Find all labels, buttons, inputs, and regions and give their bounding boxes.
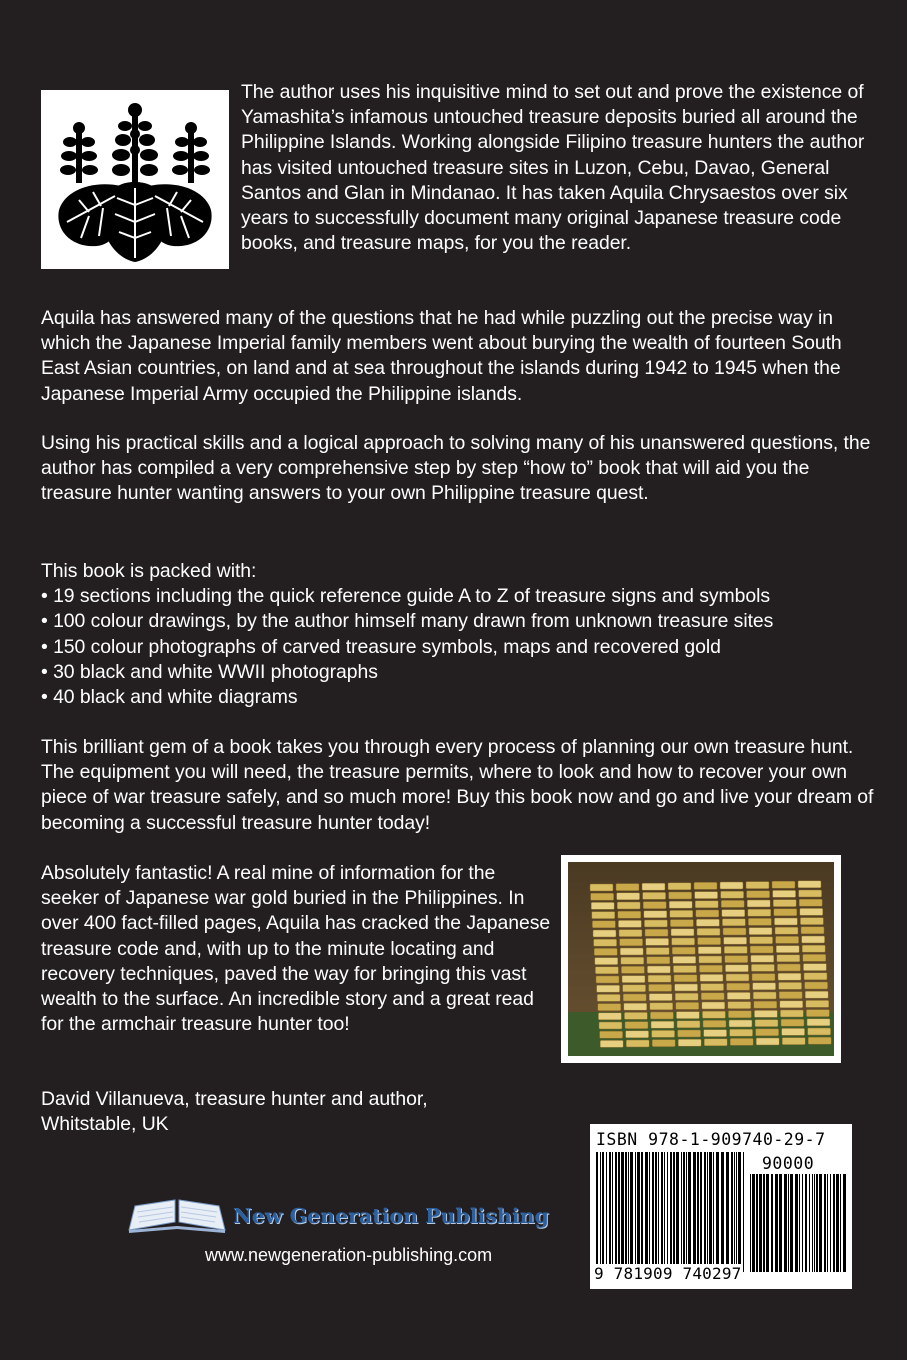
barcode-bar <box>697 1152 699 1272</box>
gold-bar <box>782 1038 805 1045</box>
gold-bar <box>805 991 828 998</box>
contents-list <box>41 584 901 710</box>
barcode-bar <box>763 1174 765 1272</box>
barcode-bar <box>752 1174 755 1272</box>
gold-bar <box>701 993 724 1000</box>
gold-bar <box>727 983 750 990</box>
barcode-bar <box>658 1152 659 1272</box>
gold-bar <box>700 974 723 981</box>
gold-bar <box>779 992 802 999</box>
gold-bar <box>722 910 745 917</box>
gold-bar <box>750 946 773 953</box>
gold-bar <box>652 1040 675 1047</box>
barcode-bar <box>661 1152 663 1272</box>
gold-bar <box>678 1030 701 1037</box>
gold-bar <box>748 909 771 916</box>
barcode-bar <box>673 1152 675 1272</box>
gold-bar <box>774 918 797 925</box>
barcode-bar <box>766 1174 769 1272</box>
gold-bar <box>704 1039 727 1046</box>
gold-bar <box>806 1000 829 1007</box>
gold-bar <box>598 1004 621 1011</box>
barcode-bar <box>606 1152 607 1272</box>
barcode-bar <box>609 1152 611 1272</box>
gold-bar <box>753 992 776 999</box>
isbn-barcode <box>590 1124 852 1289</box>
gold-bar <box>676 1002 699 1009</box>
barcode-bar <box>683 1152 685 1272</box>
gold-bar <box>777 964 800 971</box>
gold-bar <box>753 983 776 990</box>
gold-bar <box>617 893 640 900</box>
barcode-bar <box>771 1174 773 1272</box>
gold-bar <box>591 893 614 900</box>
barcode-addon-bars <box>750 1174 846 1272</box>
barcode-bar <box>681 1152 682 1272</box>
gold-bar <box>774 909 797 916</box>
gold-bar <box>626 1040 649 1047</box>
gold-bar <box>642 883 665 890</box>
review-paragraph: Absolutely fantastic! A real mine of information for the seeker of Japanese war gold buried in the Philippines. In over 400 fact-filled pages, Aquila has cracked the Japanese treasure code and, with up to the minute locating and recovery techniques, paved the way for bringing this vast wealth to the surface. An incredible story and a great read for the armchair treasure hunter too! <box>41 862 551 1036</box>
barcode-bar <box>693 1152 696 1272</box>
gold-bar <box>803 954 826 961</box>
gold-bar <box>806 1010 829 1017</box>
barcode-bar <box>630 1152 633 1272</box>
gold-bar <box>649 994 672 1001</box>
barcode-bar <box>812 1174 813 1272</box>
gold-bar <box>773 890 796 897</box>
approach-paragraph: Using his practical skills and a logical approach to solving many of his unanswered questions, the author has compiled a very comprehensive step by step “how to” book that will aid you the treasure hunter wanting answers to your own Philippine treasure quest. <box>41 432 871 505</box>
gold-bar <box>671 929 694 936</box>
gold-bar <box>670 910 693 917</box>
gold-bar <box>721 891 744 898</box>
gold-bar <box>751 955 774 962</box>
gold-bar <box>704 1030 727 1037</box>
barcode-bar <box>750 1174 751 1272</box>
barcode-bars <box>596 1152 746 1272</box>
gold-bar <box>703 1020 726 1027</box>
barcode-bar <box>700 1152 702 1272</box>
barcode-bar <box>649 1152 650 1272</box>
gold-bar <box>623 994 646 1001</box>
open-book-icon <box>125 1192 229 1237</box>
barcode-bar <box>843 1174 846 1272</box>
gold-bar <box>750 937 773 944</box>
gold-bar <box>695 892 718 899</box>
gold-bar <box>678 1039 701 1046</box>
publisher-logo <box>125 1192 549 1237</box>
gold-bar <box>698 947 721 954</box>
gold-bar <box>624 1012 647 1019</box>
gold-bar <box>623 985 646 992</box>
gold-bar <box>645 929 668 936</box>
barcode-bar <box>704 1152 706 1272</box>
barcode-bar <box>809 1174 810 1272</box>
barcode-bar <box>707 1152 708 1272</box>
gold-bar <box>646 938 669 945</box>
barcode-bar <box>738 1152 741 1272</box>
barcode-bar <box>799 1174 800 1272</box>
barcode-bar <box>615 1152 617 1272</box>
pitch-paragraph: This brilliant gem of a book takes you through every process of planning our own treasure hunt. The equipment you will need, the treasure permits, where to look and how to recover your own piece of war treasure safely, and so much more! Buy this book now and go and live your dream of becoming a successful treasure hunter today! <box>41 736 874 834</box>
barcode-bar <box>731 1152 733 1272</box>
gold-bar <box>646 948 669 955</box>
gold-bar <box>721 900 744 907</box>
barcode-bar <box>790 1174 793 1272</box>
gold-bar <box>592 921 615 928</box>
barcode-bar <box>686 1152 687 1272</box>
gold-bar <box>772 881 795 888</box>
gold-bar <box>674 975 697 982</box>
barcode-bar <box>721 1152 724 1272</box>
barcode-bar <box>670 1152 672 1272</box>
barcode-bar <box>652 1152 654 1272</box>
barcode-addon-digits: 90000 <box>762 1154 815 1173</box>
barcode-bar <box>641 1152 643 1272</box>
gold-bar <box>724 946 747 953</box>
barcode-bar <box>596 1152 598 1272</box>
gold-bar <box>600 1031 623 1038</box>
gold-bar <box>776 936 799 943</box>
gold-bar <box>594 939 617 946</box>
gold-bar <box>698 938 721 945</box>
gold-bar <box>599 1022 622 1029</box>
barcode-bar <box>816 1174 818 1272</box>
gold-bar <box>808 1028 831 1035</box>
barcode-bar <box>709 1152 712 1272</box>
gold-bar <box>595 958 618 965</box>
gold-bar <box>722 919 745 926</box>
gold-bar <box>668 883 691 890</box>
review-attribution <box>41 1087 561 1137</box>
gold-bar <box>697 928 720 935</box>
barcode-bar <box>756 1174 758 1272</box>
gold-bars-photo <box>561 855 841 1063</box>
gold-bar <box>749 928 772 935</box>
gold-bar <box>652 1030 675 1037</box>
barcode-bar <box>840 1174 841 1272</box>
gold-bar <box>727 992 750 999</box>
gold-bar <box>618 920 641 927</box>
barcode-bar <box>802 1174 803 1272</box>
gold-bar <box>621 966 644 973</box>
gold-bar <box>802 945 825 952</box>
gold-bar <box>619 930 642 937</box>
barcode-bar <box>775 1174 778 1272</box>
barcode-bar <box>621 1152 624 1272</box>
paulownia-emblem-icon <box>41 90 229 269</box>
gold-bar <box>780 1001 803 1008</box>
gold-bar <box>673 966 696 973</box>
barcode-bar <box>716 1152 719 1272</box>
gold-bar <box>699 965 722 972</box>
history-paragraph: Aquila has answered many of the questions that he had while puzzling out the precise way in which the Japanese Imperial family members went about burying the wealth of fourteen South East Asian countries, on land and at sea throughout the islands during 1942 to 1945 when the Japanese Imperial Army occupied the Philippine islands. <box>41 307 842 405</box>
barcode-bar <box>655 1152 657 1272</box>
gold-bar <box>799 899 822 906</box>
gold-bar <box>622 976 645 983</box>
gold-bar <box>595 967 618 974</box>
list-item: • 150 colour photographs of carved treasure symbols, maps and recovered gold <box>41 635 721 658</box>
gold-bar <box>702 1011 725 1018</box>
barcode-ean-digits: 9 781909 740297 <box>594 1264 742 1283</box>
gold-bar <box>643 902 666 909</box>
gold-bar <box>756 1029 779 1036</box>
barcode-bar <box>824 1174 826 1272</box>
barcode-bar <box>759 1174 762 1272</box>
contents-list-section <box>41 559 901 710</box>
gold-bar <box>695 901 718 908</box>
gold-bar <box>620 939 643 946</box>
intro-paragraph: The author uses his inquisitive mind to set out and prove the existence of Yamashita’s infamous untouched treasure deposits buried all around the Philippine Islands. Working alongside Filipino treasure hunters the author has visited untouched treasure sites in Luzon, Cebu, Davao, General Santos and Glan in Mindanao. It has taken Aquila Chrysaestos over six years to successfully document many original Japanese treasure code books, and treasure maps, for you the reader. <box>241 81 865 255</box>
list-item: • 100 colour drawings, by the author himself many drawn from unknown treasure sites <box>41 610 774 633</box>
barcode-bar <box>612 1152 613 1272</box>
gold-bar <box>669 892 692 899</box>
gold-bar <box>720 882 743 889</box>
barcode-bar <box>743 1152 744 1272</box>
barcode-bar <box>628 1152 629 1272</box>
barcode-bar <box>833 1174 835 1272</box>
gold-bar <box>649 984 672 991</box>
barcode-bar <box>726 1152 729 1272</box>
gold-bar <box>798 881 821 888</box>
barcode-bar <box>667 1152 668 1272</box>
barcode-bar <box>734 1152 735 1272</box>
barcode-bar <box>713 1152 714 1272</box>
gold-bar <box>773 900 796 907</box>
gold-bar <box>755 1020 778 1027</box>
gold-bar <box>725 965 748 972</box>
barcode-bar <box>827 1174 828 1272</box>
gold-bar <box>597 994 620 1001</box>
gold-bar <box>616 884 639 891</box>
gold-bar <box>598 1013 621 1020</box>
gold-bar <box>778 973 801 980</box>
gold-bar <box>800 918 823 925</box>
list-item: • 30 black and white WWII photographs <box>41 660 378 683</box>
gold-bar <box>747 900 770 907</box>
barcode-bar <box>736 1152 737 1272</box>
gold-bar <box>644 920 667 927</box>
gold-bar <box>672 938 695 945</box>
barcode-bar <box>805 1174 807 1272</box>
list-item: • 40 black and white diagrams <box>41 686 298 709</box>
barcode-bar <box>625 1152 627 1272</box>
gold-bar <box>626 1031 649 1038</box>
gold-bar <box>805 982 828 989</box>
barcode-bar <box>637 1152 640 1272</box>
gold-bar <box>650 1012 673 1019</box>
attribution-name: David Villanueva, treasure hunter and author, <box>41 1088 428 1110</box>
gold-bar <box>625 1022 648 1029</box>
barcode-bar <box>814 1174 815 1272</box>
gold-bar <box>597 985 620 992</box>
gold-bar <box>593 930 616 937</box>
gold-bar <box>726 974 749 981</box>
barcode-bar <box>779 1174 782 1272</box>
gold-bar <box>591 902 614 909</box>
gold-bar <box>723 928 746 935</box>
gold-bar <box>592 912 615 919</box>
barcode-bar <box>819 1174 822 1272</box>
gold-bar <box>648 975 671 982</box>
gold-bar <box>728 1011 751 1018</box>
gold-bar <box>669 901 692 908</box>
gold-bar <box>756 1038 779 1045</box>
gold-bar <box>782 1028 805 1035</box>
gold-bar <box>803 964 826 971</box>
isbn-text: ISBN 978-1-909740-29-7 <box>596 1130 826 1149</box>
gold-bar <box>724 937 747 944</box>
gold-bar <box>730 1038 753 1045</box>
gold-bar <box>651 1021 674 1028</box>
gold-bar <box>696 919 719 926</box>
barcode-bar <box>788 1174 789 1272</box>
barcode-bar <box>664 1152 665 1272</box>
gold-bar <box>696 910 719 917</box>
gold-bar <box>752 974 775 981</box>
gold-bar <box>754 1001 777 1008</box>
gold-bar <box>647 957 670 964</box>
barcode-bar <box>836 1174 839 1272</box>
gold-bar <box>618 911 641 918</box>
gold-bar <box>781 1019 804 1026</box>
gold-bar <box>754 1010 777 1017</box>
gold-bar <box>677 1021 700 1028</box>
barcode-bar <box>602 1152 604 1272</box>
attribution-location: Whitstable, UK <box>41 1113 169 1136</box>
gold-bar <box>725 956 748 963</box>
gold-bar <box>746 882 769 889</box>
gold-bar <box>596 976 619 983</box>
gold-bar <box>779 982 802 989</box>
gold-bar <box>647 966 670 973</box>
gold-bar <box>600 1040 623 1047</box>
barcode-bar <box>635 1152 636 1272</box>
contents-heading: This book is packed with: <box>41 560 257 582</box>
gold-bar <box>701 984 724 991</box>
barcode-bar <box>618 1152 620 1272</box>
gold-bar <box>694 882 717 889</box>
barcode-bar <box>830 1174 831 1272</box>
gold-bar <box>802 936 825 943</box>
gold-bar <box>676 1012 699 1019</box>
gold-bar <box>620 948 643 955</box>
gold-bar <box>808 1037 831 1044</box>
gold-bar <box>617 902 640 909</box>
gold-bar <box>650 1003 673 1010</box>
gold-bar <box>702 1002 725 1009</box>
barcode-bar <box>795 1174 798 1272</box>
gold-bar <box>751 964 774 971</box>
gold-bar <box>807 1019 830 1026</box>
barcode-bar <box>676 1152 679 1272</box>
gold-bar <box>801 927 824 934</box>
gold-bar <box>800 908 823 915</box>
gold-bar <box>799 890 822 897</box>
gold-bar <box>780 1010 803 1017</box>
gold-bar <box>624 1003 647 1010</box>
barcode-bar <box>645 1152 648 1272</box>
gold-bar <box>804 973 827 980</box>
gold-bar <box>775 927 798 934</box>
gold-bar <box>672 947 695 954</box>
barcode-bar <box>784 1174 787 1272</box>
gold-bar <box>728 1002 751 1009</box>
gold-bar <box>748 918 771 925</box>
gold-bar <box>777 955 800 962</box>
gold-bar <box>594 948 617 955</box>
gold-bar <box>675 984 698 991</box>
list-item: • 19 sections including the quick reference guide A to Z of treasure signs and symbols <box>41 585 770 608</box>
gold-bar <box>729 1020 752 1027</box>
barcode-bar <box>688 1152 691 1272</box>
gold-bar <box>673 956 696 963</box>
gold-bar <box>730 1029 753 1036</box>
gold-bar <box>670 920 693 927</box>
gold-bar <box>643 892 666 899</box>
gold-bar <box>621 957 644 964</box>
gold-bar <box>699 956 722 963</box>
gold-bar <box>747 891 770 898</box>
gold-bar <box>675 993 698 1000</box>
gold-bar <box>776 946 799 953</box>
gold-bar <box>590 884 613 891</box>
barcode-bar <box>600 1152 601 1272</box>
publisher-name: New Generation Publishing <box>233 1204 549 1228</box>
publisher-url: www.newgeneration-publishing.com <box>205 1245 493 1265</box>
gold-bar <box>644 911 667 918</box>
